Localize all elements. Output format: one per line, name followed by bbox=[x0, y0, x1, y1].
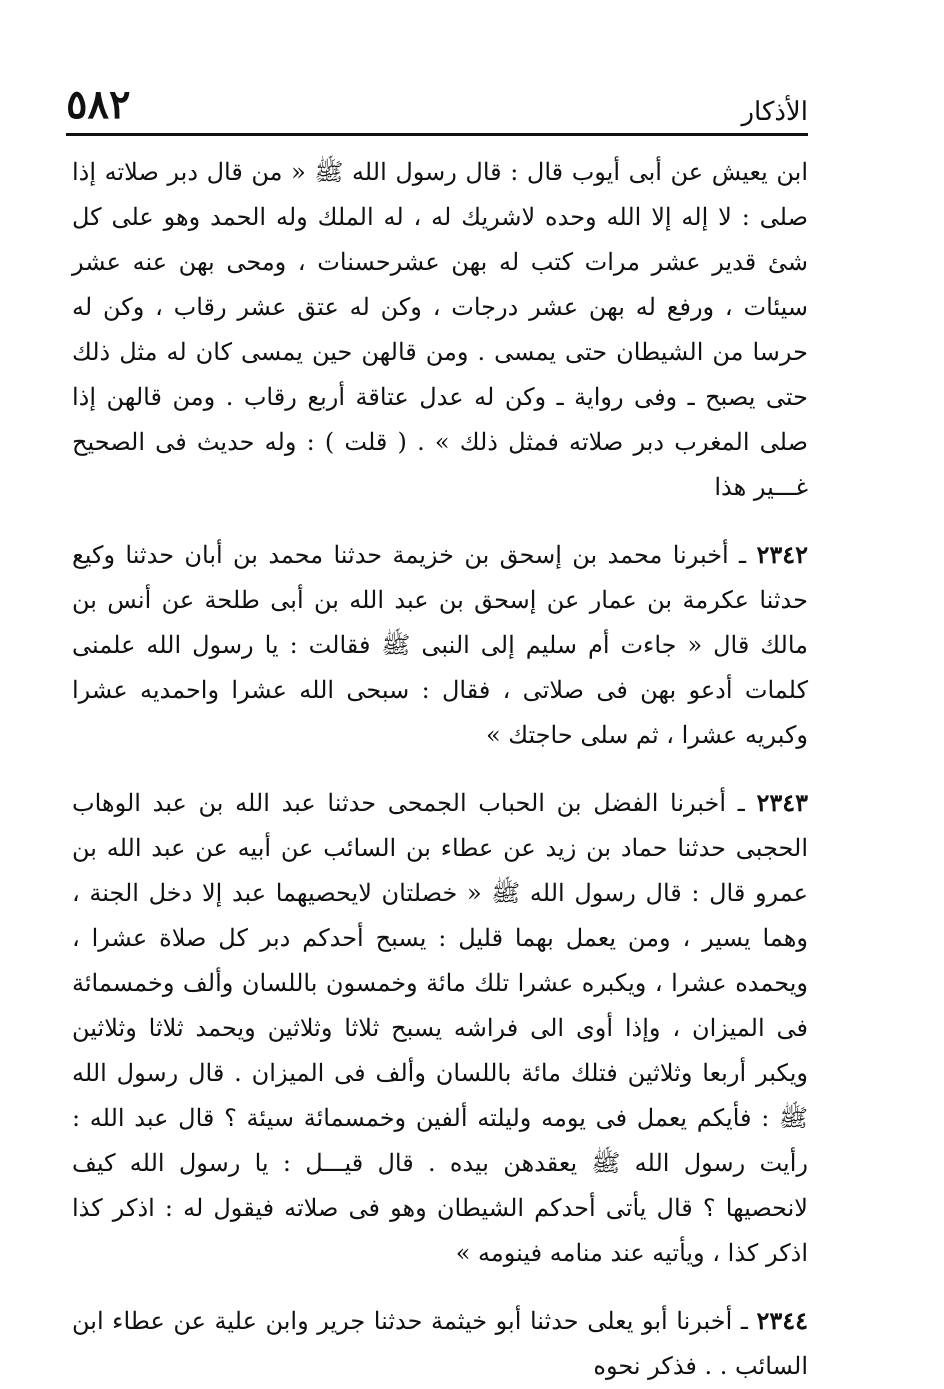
page-number: ٥٨٢ bbox=[66, 81, 131, 128]
page-header bbox=[66, 78, 808, 136]
hadith-number: ٢٣٤٢ bbox=[756, 540, 809, 569]
hadith-number: ٢٣٤٤ bbox=[756, 1306, 808, 1335]
running-title: الأذكار bbox=[741, 97, 808, 127]
paragraph-text: ـ أخبرنا أبو يعلى حدثنا أبو خيثمة حدثنا جرير وابن علية عن عطاء ابن السائب . . فذكر نحوه bbox=[72, 1307, 808, 1380]
paragraph-text: ابن يعيش عن أبى أيوب قال : قال رسول الله ﷺ « من قال دبر صلاته إذا صلى : لا إله إلا الله وحده لاشريك له ، له الملك وله الحمد وهو على كل شئ قدير عشر مرات كتب له بهن عشرحسنات ، ومحى بهن عنه عشر سيئات ، ورفع له بهن عشر درجات ، وكن له عتق عشر رقاب ، وكن له حرسا من الشيطان حتى يمسى . ومن قالهن حين يمسى كان له مثل ذلك حتى يصبح ـ وفى رواية ـ وكن له عدل عتاقة أربع رقاب . ومن قالهن إذا صلى المغرب دبر صلاته فمثل ذلك » . ( قلت ) : وله حديث فى الصحيح غـــير هذا bbox=[72, 158, 808, 501]
paragraph-text: ـ أخبرنا محمد بن إسحق بن خزيمة حدثنا محمد بن أبان حدثنا وكيع حدثنا عكرمة بن عمار عن إسحق بن عبد الله بن أبى طلحة عن أنس بن مالك قال « جاءت أم سليم إلى النبى ﷺ فقالت : يا رسول الله علمنى كلمات أدعو بهن فى صلاتى ، فقال : سبحى الله عشرا واحمديه عشرا وكبريه عشرا ، ثم سلى حاجتك » bbox=[72, 541, 808, 749]
hadith-2344 bbox=[72, 1298, 808, 1389]
paragraph-text: ـ أخبرنا الفضل بن الحباب الجمحى حدثنا عبد الله بن عبد الوهاب الحجبى حدثنا حماد بن زيد عن عطاء بن السائب عن أبيه عن عبد الله بن عمرو قال : قال رسول الله ﷺ « خصلتان لايحصيهما عبد إلا دخل الجنة ، وهما يسير ، ومن يعمل بهما قليل : يسبح أحدكم دبر كل صلاة عشرا ، ويحمده عشرا ، ويكبره عشرا تلك مائة وخمسون باللسان وألف وخمسمائة فى الميزان ، وإذا أوى الى فراشه يسبح ثلاثا وثلاثين ويحمد ثلاثا وثلاثين ويكبر أربعا وثلاثين فتلك مائة باللسان وألف فى الميزان . قال رسول الله ﷺ : فأيكم يعمل فى يومه وليلته ألفين وخمسمائة سيئة ؟ قال عبد الله : رأيت رسول الله ﷺ يعقدهن بيده . قال قيـــل : يا رسول الله كيف لانحصيها ؟ قال يأتى أحدكم الشيطان وهو فى صلاته فيقول له : اذكر كذا اذكر كذا ، ويأتيه عند منامه فينومه » bbox=[72, 789, 808, 1267]
hadith-number: ٢٣٤٣ bbox=[756, 788, 808, 817]
hadith-2343 bbox=[72, 780, 808, 1276]
page-body bbox=[72, 150, 808, 1389]
paragraph-continuation bbox=[72, 150, 808, 510]
hadith-2342 bbox=[72, 532, 808, 758]
